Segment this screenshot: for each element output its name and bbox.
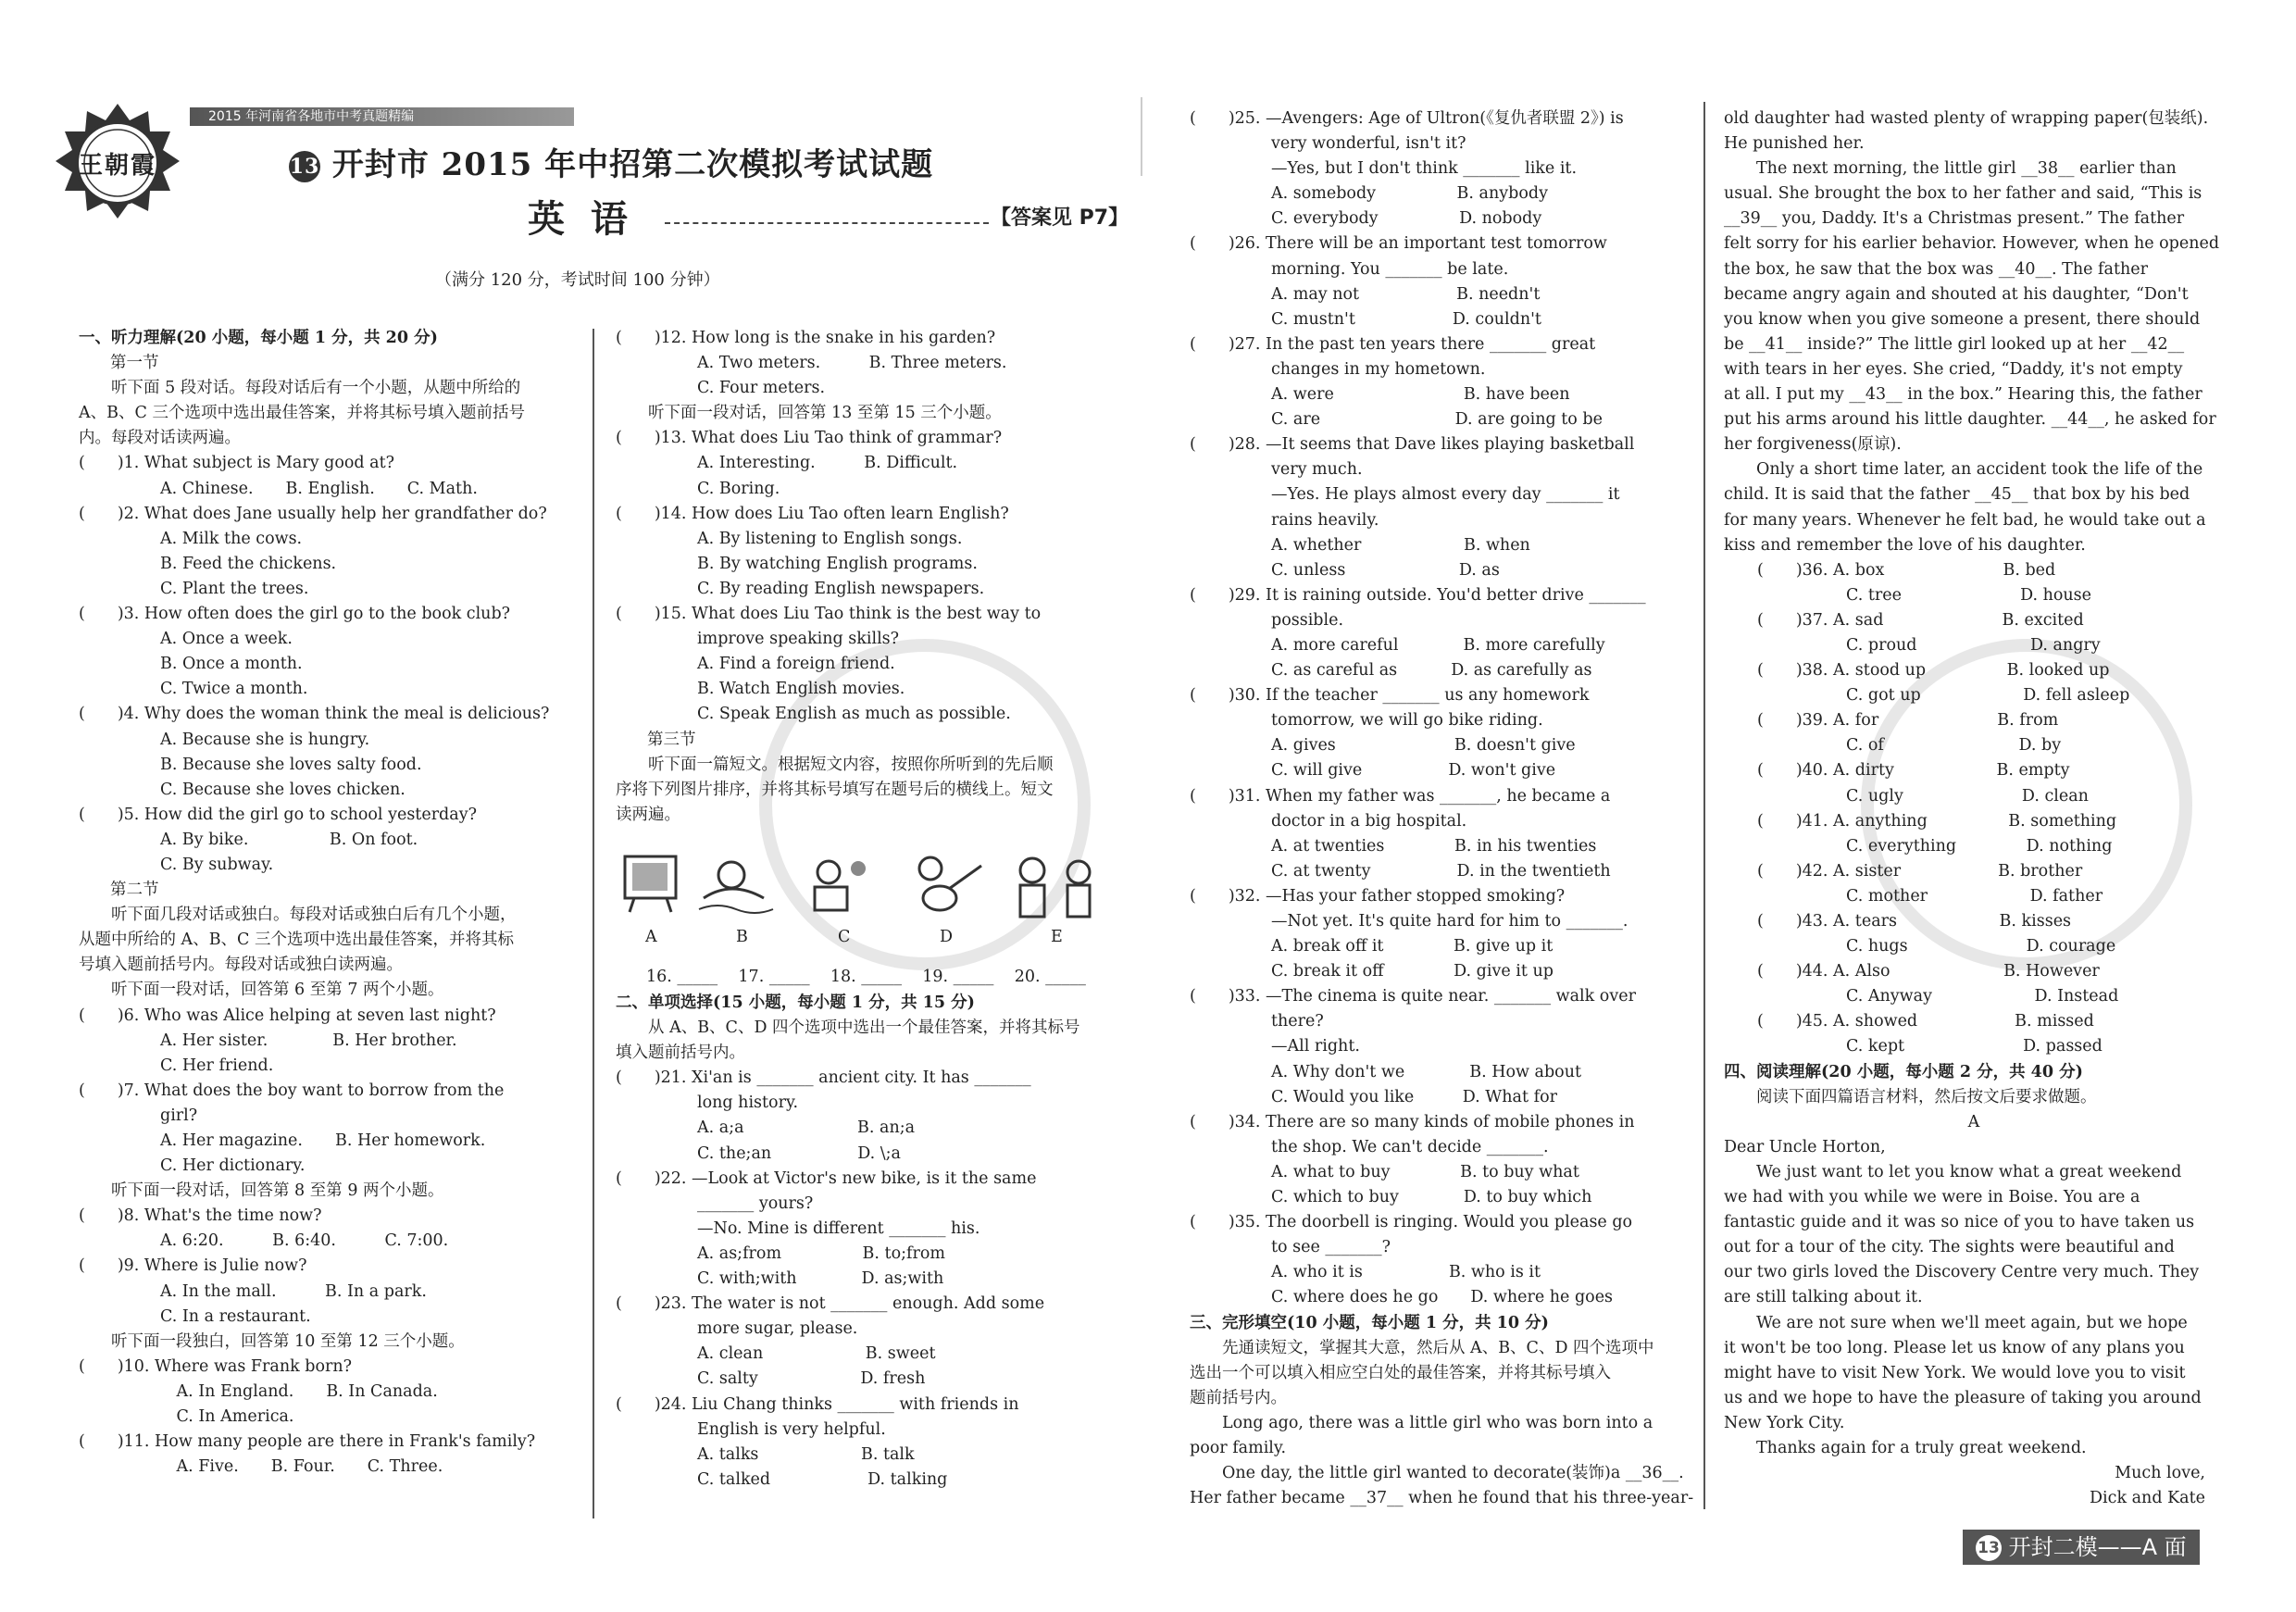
text-line: A. whether B. when [1271, 535, 1530, 555]
text-line: poor family. [1190, 1438, 1287, 1457]
text-line: C. everything D. nothing [1846, 836, 2113, 856]
picture-label: E [1051, 928, 1063, 946]
text-line: rains heavily. [1271, 510, 1379, 530]
text-line: B. Once a month. [160, 655, 303, 674]
text-line: C. proud D. angry [1846, 635, 2101, 655]
column-3 [1190, 106, 1694, 1511]
text-line: 第三节 [647, 730, 696, 749]
question-line: ( )25. —Avengers: Age of Ultron(《复仇者联盟 2》) is [1190, 109, 1624, 128]
text-line: A. Chinese. B. English. C. Math. [160, 479, 478, 498]
party-picture-icon [815, 861, 866, 910]
text-line: C. mother D. father [1846, 886, 2103, 906]
subject-title: 英 语 [528, 197, 628, 241]
text-line: 从 A、B、C、D 四个选项中选出一个最佳答案，并将其标号 [648, 1018, 1080, 1038]
text-line: A. By bike. B. On foot. [160, 830, 418, 849]
question-line: ( )23. The water is not _______ enough. Add some [616, 1294, 1045, 1314]
text-line: C. where does he go D. where he goes [1271, 1288, 1614, 1307]
text-line: 听下面几段对话或独白。每段对话或独白后有几个小题， [111, 906, 517, 925]
picture-label: A [645, 928, 657, 946]
text-line: A. Her sister. B. Her brother. [160, 1031, 457, 1050]
text-line: C. are D. are going to be [1271, 410, 1603, 430]
text-line: 听下面 5 段对话。每段对话后有一个小题，从题中所给的 [111, 379, 521, 398]
page-footer [1963, 1530, 2200, 1565]
text-line: C. Plant the trees. [160, 579, 309, 598]
question-line: ( )9. Where is Julie now? [79, 1256, 307, 1276]
text-line: A. a;a B. an;a [697, 1118, 916, 1138]
text-line: for many years. Whenever he felt bad, he would take out a [1724, 510, 2206, 530]
text-line: C. salty D. fresh [697, 1369, 926, 1389]
question-line: ( )27. In the past ten years there _______ great [1190, 334, 1596, 354]
text-line: C. which to buy D. to buy which [1271, 1188, 1592, 1207]
text-line: A. Her magazine. B. Her homework. [160, 1131, 486, 1150]
text-line: 第一节 [110, 354, 159, 373]
text-line: Dick and Kate [2090, 1489, 2205, 1508]
text-line: 先通读短文，掌握其大意，然后从 A、B、C、D 四个选项中 [1222, 1338, 1654, 1357]
text-line: C. kept D. passed [1846, 1037, 2103, 1056]
question-line: ( )8. What's the time now? [79, 1206, 322, 1226]
text-line: The next morning, the little girl __38__ earlier than [1756, 159, 2177, 179]
text-line: B. Because she loves salty food. [160, 755, 422, 774]
text-line: C. In America. [160, 1407, 294, 1427]
picture-row [616, 843, 1116, 954]
section-heading: 一、听力理解(20 小题，每小题 1 分，共 20 分) [79, 329, 438, 347]
text-line: We are not sure when we'll meet again, but we hope [1756, 1313, 2188, 1332]
text-line: A. somebody B. anybody [1271, 184, 1548, 204]
text-line: fantastic guide and it was so nice of you to have taken us [1724, 1213, 2195, 1232]
text-line: became angry again and shouted at his daughter, “Don't [1724, 284, 2189, 304]
text-line: Her father became __37__ when he found that his three-year- [1190, 1489, 1694, 1508]
question-line: ( )2. What does Jane usually help her grandfather do? [79, 504, 547, 523]
text-line: C. with;with D. as;with [697, 1269, 944, 1289]
question-line: ( )42. A. sister B. brother [1757, 861, 2083, 881]
text-line: old daughter had wasted plenty of wrapping paper(包装纸). [1724, 109, 2209, 128]
text-line: A. Find a foreign friend. [697, 655, 895, 674]
text-line: —Yes. He plays almost every day _______ it [1271, 485, 1620, 505]
score-note: （满分 120 分，考试时间 100 分钟） [435, 270, 720, 290]
text-line: A. who it is B. who is it [1271, 1263, 1541, 1282]
text-line: —Not yet. It's quite hard for him to _______. [1271, 912, 1628, 931]
text-line: English is very helpful. [697, 1419, 886, 1439]
text-line: C. the;an D. \;a [697, 1143, 901, 1163]
text-line: We just want to let you know what a great weekend [1756, 1162, 2182, 1181]
blank-19[interactable]: 19. _____ [922, 968, 994, 986]
text-line: doctor in a big hospital. [1271, 811, 1467, 831]
swimming-picture-icon [699, 862, 773, 913]
text-line: girl? [160, 1106, 198, 1125]
text-line: A. Once a week. [160, 630, 293, 649]
text-line: 第二节 [110, 881, 159, 900]
question-line: ( )40. A. dirty B. empty [1757, 761, 2070, 781]
text-line: A. In England. B. In Canada. [160, 1381, 438, 1401]
series-bar: 2015 年河南省各地市中考真题精编 [190, 107, 574, 126]
question-line: ( )39. A. for B. from [1757, 711, 2059, 731]
question-line: ( )36. A. box B. bed [1757, 560, 2056, 580]
question-line: ( )31. When my father was _______, he became a [1190, 786, 1611, 806]
text-line: very much. [1271, 460, 1363, 480]
exam-title-text: 开封市 2015 年中招第二次模拟考试试题 [331, 146, 934, 183]
text-line: B. Feed the chickens. [160, 554, 337, 573]
question-line: ( )21. Xi'an is _______ ancient city. It has _______ [616, 1068, 1031, 1088]
section-heading: 二、单项选择(15 小题，每小题 1 分，共 15 分) [616, 993, 975, 1012]
question-line: ( )6. Who was Alice helping at seven last night? [79, 1006, 496, 1025]
question-line: ( )14. How does Liu Tao often learn English? [616, 504, 1009, 523]
question-line: ( )4. Why does the woman think the meal is delicious? [79, 705, 550, 724]
text-line: A [1967, 1112, 1980, 1131]
text-line: A. as;from B. to;from [697, 1243, 945, 1263]
text-line: C. Her dictionary. [160, 1156, 306, 1176]
text-line: be __41__ inside?” The little girl looked up at her __42__ [1724, 334, 2185, 354]
question-line: ( )34. There are so many kinds of mobile phones in [1190, 1112, 1635, 1131]
question-line: ( )7. What does the boy want to borrow from the [79, 1081, 505, 1100]
text-line: C. By reading English newspapers. [697, 579, 985, 598]
guitar-picture-icon [919, 857, 981, 910]
question-line: ( )3. How often does the girl go to the book club? [79, 605, 511, 624]
text-line: C. got up D. fell asleep [1846, 686, 2130, 706]
text-line: 听下面一篇短文。根据短文内容，按照你所听到的先后顺 [648, 755, 1054, 774]
text-line: C. Boring. [697, 479, 780, 498]
question-line: ( )12. How long is the snake in his garden? [616, 329, 996, 347]
text-line: C. at twenty D. in the twentieth [1271, 861, 1611, 881]
text-line: C. talked D. talking [697, 1469, 948, 1489]
text-line: __39__ you, Daddy. It's a Christmas present.” The father [1724, 209, 2185, 229]
answer-reference: 【答案见 P7】 [991, 206, 1129, 230]
text-line: A. gives B. doesn't give [1271, 736, 1576, 756]
text-line: morning. You _______ be late. [1271, 259, 1509, 279]
text-line: A. were B. have been [1271, 385, 1570, 405]
text-line: A. Interesting. B. Difficult. [697, 454, 958, 473]
text-line: usual. She brought the box to her father and said, “This is [1724, 184, 2202, 204]
text-line: 读两遍。 [616, 805, 680, 824]
text-line: our two girls loved the Discovery Centre very much. They [1724, 1263, 2200, 1282]
question-line: ( )15. What does Liu Tao think is the best way to [616, 605, 1042, 624]
text-line: possible. [1271, 610, 1344, 630]
section-heading: 四、阅读理解(20 小题，每小题 2 分，共 40 分) [1724, 1062, 2083, 1081]
text-line: 阅读下面四篇语言材料，然后按文后要求做题。 [1756, 1087, 2097, 1106]
text-line: He punished her. [1724, 134, 1865, 154]
blank-16[interactable]: 16. _____ [646, 968, 718, 986]
text-line: kiss and remember the love of his daughter. [1724, 535, 2086, 555]
text-line: 内。每段对话读两遍。 [79, 429, 241, 448]
exam-title [289, 139, 933, 184]
text-line: C. of D. by [1846, 736, 2062, 756]
text-line: 序将下列图片排序，并将其标号填写在题号后的横线上。短文 [616, 780, 1054, 799]
text-line: 填入题前括号内。 [616, 1043, 745, 1063]
question-line: ( )33. —The cinema is quite near. _______ walk over [1190, 987, 1636, 1006]
text-line: C. Her friend. [160, 1056, 274, 1075]
text-line: C. Because she loves chicken. [160, 780, 406, 799]
logo [48, 100, 187, 239]
text-line: 听下面一段对话，回答第 13 至第 15 三个小题。 [648, 404, 1002, 423]
picture-label: C [838, 928, 851, 946]
text-line: out for a tour of the city. The sights were beautiful and [1724, 1238, 2175, 1257]
exam-number-badge: 13 [289, 151, 320, 182]
column-divider [593, 329, 594, 1518]
text-line: there? [1271, 1012, 1324, 1031]
text-line: A. Because she is hungry. [160, 730, 370, 749]
question-line: ( )32. —Has your father stopped smoking? [1190, 886, 1566, 906]
listening-pictures [616, 843, 1116, 926]
text-line: C. mustn't D. couldn't [1271, 309, 1541, 329]
text-line: C. tree D. house [1846, 585, 2092, 605]
text-line: C. hugs D. courage [1846, 937, 2116, 956]
text-line: we had with you while we were in Boise. You are a [1724, 1188, 2140, 1207]
text-line: the shop. We can't decide _______. [1271, 1137, 1549, 1156]
text-line: child. It is said that the father __45__ that box by his bed [1724, 485, 2190, 505]
blank-20[interactable]: 20. _____ [1014, 968, 1086, 986]
text-line: A. more careful B. more carefully [1271, 635, 1605, 655]
text-line: with tears in her eyes. She cried, “Daddy, it's not empty [1724, 359, 2183, 379]
text-line: Only a short time later, an accident took the life of the [1756, 460, 2203, 480]
text-line: very wonderful, isn't it? [1271, 134, 1466, 154]
text-line: A. at twenties B. in his twenties [1271, 836, 1597, 856]
logo-text: 王朝霞 [78, 152, 156, 180]
question-line: ( )38. A. stood up B. looked up [1757, 661, 2110, 681]
column-2 [616, 326, 1116, 828]
text-line: felt sorry for his earlier behavior. However, when he opened [1724, 234, 2220, 254]
picture-blanks [646, 968, 1086, 986]
question-line: ( )37. A. sad B. excited [1757, 610, 2084, 630]
text-line: put his arms around his little daughter. __44__, he asked for [1724, 410, 2216, 430]
text-line: 听下面一段独白，回答第 10 至第 12 三个小题。 [111, 1331, 465, 1351]
text-line: tomorrow, we will go bike riding. [1271, 711, 1543, 731]
text-line: the box, he saw that the box was __40__. The father [1724, 259, 2148, 279]
text-line: A. talks B. talk [697, 1444, 915, 1464]
text-line: 题前括号内。 [1190, 1388, 1287, 1407]
text-line: —Yes, but I don't think _______ like it. [1271, 159, 1578, 179]
text-line: C. break it off D. give it up [1271, 962, 1554, 981]
column-divider [1141, 97, 1142, 176]
text-line: 听下面一段对话，回答第 8 至第 9 两个小题。 [111, 1181, 444, 1201]
text-line: C. Would you like D. What for [1271, 1087, 1557, 1106]
question-line: ( )10. Where was Frank born? [79, 1356, 353, 1376]
text-line: C. ugly D. clean [1846, 786, 2089, 806]
text-line: B. By watching English programs. [697, 554, 978, 573]
text-line: C. Four meters. [697, 379, 826, 398]
text-line: B. Watch English movies. [697, 680, 905, 699]
question-line: ( )24. Liu Chang thinks _______ with friends in [616, 1394, 1019, 1414]
text-line: Long ago, there was a little girl who was born into a [1222, 1413, 1653, 1432]
subject-rule [665, 222, 989, 224]
question-line: ( )41. A. anything B. something [1757, 811, 2117, 831]
text-line: her forgiveness(原谅). [1724, 435, 1902, 455]
question-line: ( )44. A. Also B. However [1757, 962, 2100, 981]
text-line: A、B、C 三个选项中选出最佳答案，并将其标号填入题前括号 [79, 404, 525, 423]
text-line: more sugar, please. [697, 1319, 858, 1339]
text-line: are still talking about it. [1724, 1288, 1923, 1307]
text-line: A. 6:20. B. 6:40. C. 7:00. [160, 1231, 449, 1251]
text-line: C. In a restaurant. [160, 1306, 311, 1326]
question-line: ( )29. It is raining outside. You'd better drive _______ [1190, 585, 1646, 605]
text-line: A. clean B. sweet [697, 1344, 936, 1364]
question-line: ( )35. The doorbell is ringing. Would you please go [1190, 1213, 1633, 1232]
question-line: ( )45. A. showed B. missed [1757, 1012, 2094, 1031]
picture-label: B [736, 928, 748, 946]
question-line: ( )28. —It seems that Dave likes playing basketball [1190, 435, 1635, 455]
text-line: C. By subway. [160, 855, 274, 874]
text-line: —No. Mine is different _______ his. [697, 1218, 980, 1238]
text-line: changes in my hometown. [1271, 359, 1486, 379]
text-line: 听下面一段对话，回答第 6 至第 7 两个小题。 [111, 981, 444, 1000]
section-heading: 三、完形填空(10 小题，每小题 1 分，共 10 分) [1190, 1313, 1549, 1332]
blank-18[interactable]: 18. _____ [830, 968, 902, 986]
text-line: Much love, [2115, 1464, 2205, 1483]
footer-number-badge: 13 [1976, 1535, 2002, 1561]
text-line: C. unless D. as [1271, 560, 1500, 580]
text-line: Dear Uncle Horton, [1724, 1137, 1886, 1156]
column-1 [79, 326, 579, 1480]
text-line: A. Two meters. B. Three meters. [697, 354, 1007, 373]
text-line: 号填入题前括号内。每段对话或独白读两遍。 [79, 956, 403, 975]
text-line: improve speaking skills? [697, 630, 900, 649]
text-line: it won't be too long. Please let us know of any plans you [1724, 1338, 2185, 1357]
text-line: C. everybody D. nobody [1271, 209, 1542, 229]
text-line: to see _______? [1271, 1238, 1391, 1257]
text-line: _______ yours? [697, 1193, 814, 1213]
text-line: A. By listening to English songs. [697, 529, 963, 548]
question-line: ( )22. —Look at Victor's new bike, is it the same [616, 1168, 1037, 1188]
question-line: ( )11. How many people are there in Frank's family? [79, 1432, 536, 1452]
text-line: A. may not B. needn't [1271, 284, 1541, 304]
grandparents-picture-icon [1020, 858, 1090, 917]
text-line: A. break off it B. give up it [1271, 937, 1554, 956]
text-line: —All right. [1271, 1037, 1360, 1056]
blank-17[interactable]: 17. _____ [738, 968, 810, 986]
text-line: 从题中所给的 A、B、C 三个选项中选出最佳答案，并将其标 [79, 931, 515, 950]
column-2-lower [616, 991, 1116, 1493]
text-line: you know when you give someone a present, there should [1724, 309, 2201, 329]
text-line: might have to visit New York. We would love you to visit [1724, 1363, 2186, 1382]
text-line: C. as careful as D. as carefully as [1271, 661, 1592, 681]
text-line: C. Anyway D. Instead [1846, 987, 2119, 1006]
footer-label: 开封二模——A 面 [2008, 1534, 2187, 1560]
text-line: long history. [697, 1093, 799, 1113]
text-line: C. will give D. won't give [1271, 761, 1556, 781]
text-line: us and we hope to have the pleasure of taking you around [1724, 1388, 2202, 1407]
text-line: 选出一个可以填入相应空白处的最佳答案，并将其标号填入 [1190, 1363, 1611, 1382]
column-divider [1703, 102, 1705, 1509]
question-line: ( )13. What does Liu Tao think of grammar? [616, 429, 1003, 448]
text-line: A. In the mall. B. In a park. [160, 1281, 427, 1301]
text-line: A. what to buy B. to buy what [1271, 1162, 1579, 1181]
text-line: A. Why don't we B. How about [1271, 1062, 1582, 1081]
text-line: A. Five. B. Four. C. Three. [160, 1457, 443, 1477]
question-line: ( )5. How did the girl go to school yesterday? [79, 805, 477, 824]
text-line: C. Speak English as much as possible. [697, 705, 1011, 724]
text-line: One day, the little girl wanted to decorate(装饰)a __36__. [1222, 1464, 1684, 1483]
text-line: A. Milk the cows. [160, 529, 303, 548]
text-line: New York City. [1724, 1413, 1845, 1432]
text-line: C. Twice a month. [160, 680, 308, 699]
question-line: ( )1. What subject is Mary good at? [79, 454, 395, 473]
text-line: Thanks again for a truly great weekend. [1756, 1438, 2087, 1457]
text-line: at all. I put my __43__ in the box.” Hearing this, the father [1724, 385, 2202, 405]
question-line: ( )43. A. tears B. kisses [1757, 912, 2072, 931]
tv-picture-icon [625, 856, 676, 912]
question-line: ( )26. There will be an important test tomorrow [1190, 234, 1607, 254]
question-line: ( )30. If the teacher _______ us any homework [1190, 686, 1590, 706]
picture-label: D [940, 928, 954, 946]
column-4 [1724, 106, 2224, 1511]
